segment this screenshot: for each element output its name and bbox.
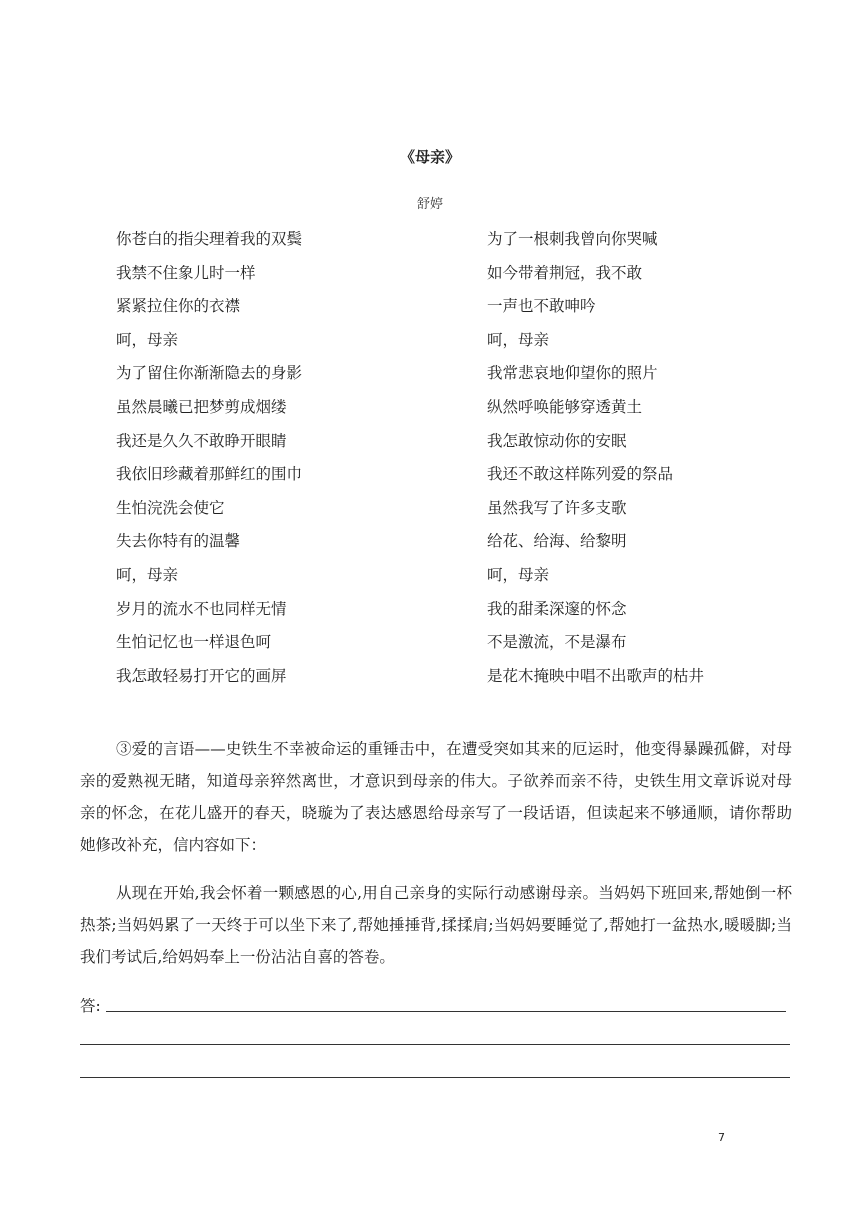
poem-line: 为了留住你渐渐隐去的身影: [116, 364, 303, 383]
poem-line: 呵，母亲: [487, 565, 550, 584]
poem-line: 你苍白的指尖理着我的双鬓: [116, 230, 303, 248]
poem-line: 我禁不住象儿时一样: [116, 263, 256, 282]
poem-line: 我怎敢轻易打开它的画屏: [116, 666, 287, 685]
letter-text: 从现在开始,我会怀着一颗感恩的心,用自己亲身的实际行动感谢母亲。当妈妈下班回来,帮她倒一杯热茶;当妈妈累了一天终于可以坐下来了,帮她捶捶背,揉揉肩;当妈妈要睡觉了,帮她打一盆热水,暖暖脚;当我们考试后,给妈妈奉上一份沾沾自喜的答卷。: [80, 884, 792, 966]
poem-author: 舒婷: [416, 197, 443, 212]
answer-line[interactable]: [80, 1077, 790, 1078]
poem-line: 为了一根刺我曾向你哭喊: [487, 230, 658, 248]
poem-line: 我依旧珍藏着那鲜红的围巾: [116, 465, 303, 484]
poem-line: 一声也不敢呻吟: [487, 297, 596, 316]
poem-line: 呵，母亲: [116, 330, 179, 349]
poem-line: 如今带着荆冠，我不敢: [487, 263, 643, 282]
answer-line[interactable]: [80, 1044, 790, 1045]
poem-line: 虽然晨曦已把梦剪成烟缕: [116, 397, 287, 416]
poem-line: 虽然我写了许多支歌: [487, 498, 627, 517]
answer-label: 答:: [80, 997, 101, 1015]
poem-title: 《母亲》: [399, 148, 460, 166]
question-prompt: ③爱的言语——史铁生不幸被命运的重锤击中，在遭受突如其来的厄运时，他变得暴躁孤僻，对母亲的爱熟视无睹，知道母亲猝然离世，才意识到母亲的伟大。子欲养而亲不待，史铁生用文章诉说对母亲的怀念，在花儿盛开的春天，晓璇为了表达感恩给母亲写了一段话语，但读起来不够通顺，请你帮助她修改补充，信内容如下：: [80, 740, 792, 854]
poem-line: 我常悲哀地仰望你的照片: [487, 364, 658, 383]
poem-line: 纵然呼唤能够穿透黄土: [487, 397, 643, 416]
poem-line: 我还不敢这样陈列爱的祭品: [487, 465, 674, 484]
page-number: 7: [718, 1131, 725, 1144]
poem-line: 生怕记忆也一样退色呵: [116, 633, 272, 652]
poem-left-column: [116, 229, 302, 699]
poem-line: 给花、给海、给黎明: [487, 532, 627, 551]
poem-line: 生怕浣洗会使它: [116, 498, 225, 517]
poem-right-column: [487, 229, 704, 699]
poem-line: 呵，母亲: [487, 330, 550, 349]
poem-line: 我的甜柔深邃的怀念: [487, 599, 627, 618]
poem-line: 紧紧拉住你的衣襟: [116, 297, 241, 316]
poem-line: 不是激流，不是瀑布: [487, 633, 627, 652]
poem-line: 岁月的流水不也同样无情: [116, 599, 287, 618]
poem-line: 我怎敢惊动你的安眠: [487, 431, 627, 450]
poem-line: 失去你特有的温馨: [116, 532, 241, 551]
poem-line: 呵，母亲: [116, 565, 179, 584]
poem-line: 是花木掩映中唱不出歌声的枯井: [487, 666, 705, 685]
poem-line: 我还是久久不敢睁开眼睛: [116, 431, 287, 450]
answer-line[interactable]: [106, 1011, 786, 1012]
